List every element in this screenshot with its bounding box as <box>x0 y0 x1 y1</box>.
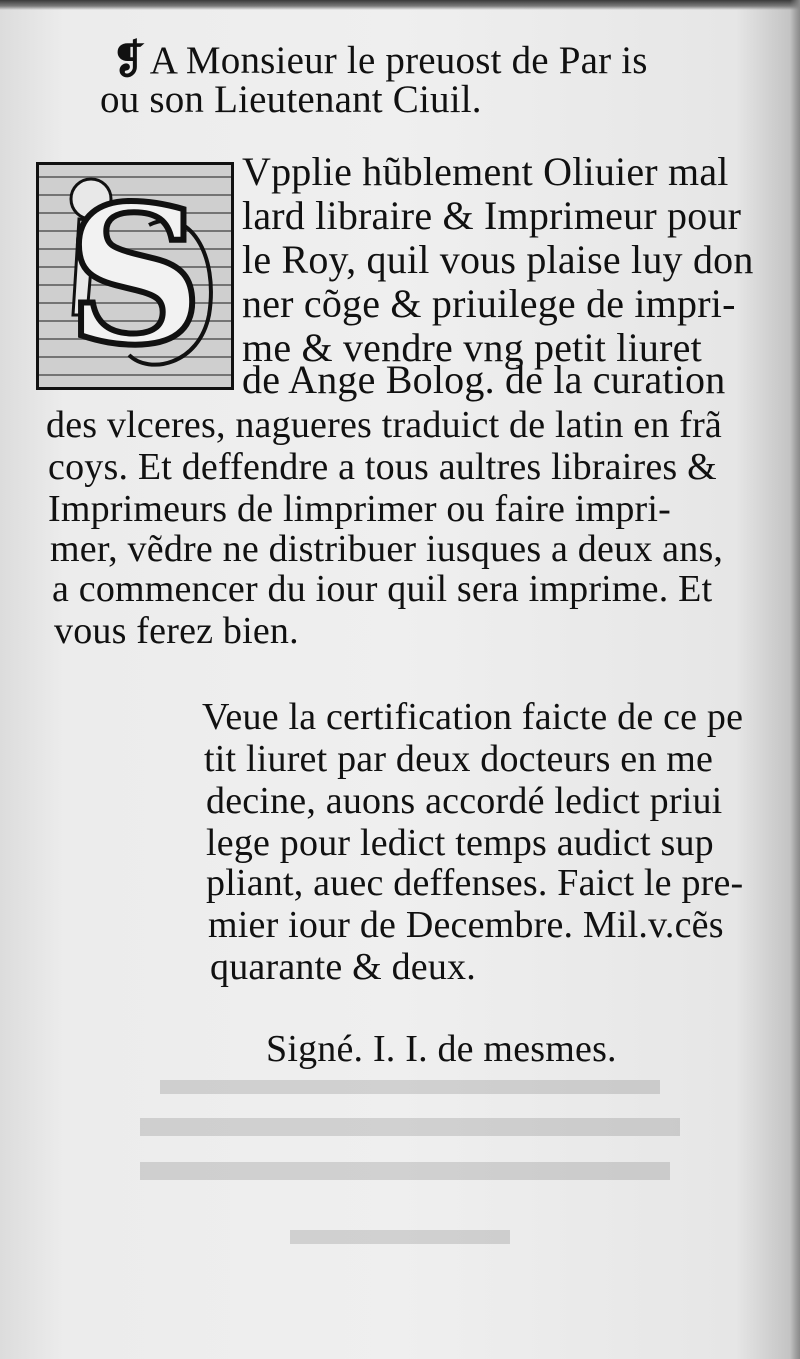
petition-line-11: a commencer du iour quil sera imprime. Et <box>52 568 713 610</box>
grant-line-2: tit liuret par deux docteurs en me <box>204 738 714 780</box>
grant-line-7: quarante & deux. <box>210 946 476 988</box>
page-right-edge <box>790 0 800 1359</box>
heading-text-1: A Monsieur le preuost de Par is <box>149 39 648 82</box>
grant-line-4: lege pour ledict temps audict sup <box>206 822 714 864</box>
petition-line-3: le Roy, quil vous plaise luy don <box>242 237 754 282</box>
petition-line-2: lard libraire & Imprimeur pour <box>242 193 742 238</box>
woodcut-initial <box>36 162 234 390</box>
petition-line-1: Vpplie hũblement Oliuier mal <box>242 149 729 194</box>
grant-line-5: pliant, auec deffenses. Faict le pre- <box>206 862 744 904</box>
grant-line-1: Veue la certification faicte de ce pe <box>202 696 744 738</box>
show-through-bleed <box>120 1070 680 1270</box>
grant-line-3: decine, auons accordé ledict priui <box>206 780 723 822</box>
petition-line-8: coys. Et deffendre a tous aultres libraires & <box>48 446 717 488</box>
petition-line-7: des vlceres, nagueres traduict de latin en frã <box>46 404 722 446</box>
initial-letter: S <box>66 164 204 387</box>
petition-line-4: ner cõge & priuilege de impri- <box>242 281 736 326</box>
ornament-icon: ❡ <box>112 37 146 82</box>
heading-line-2: ou son Lieutenant Ciuil. <box>100 78 482 121</box>
petition-line-9: Imprimeurs de limprimer ou faire impri- <box>48 488 671 530</box>
petition-line-10: mer, vẽdre ne distribuer iusques a deux ans, <box>50 528 724 570</box>
petition-line-5: me & vendre vng petit liuret <box>242 325 702 370</box>
petition-line-6: de Ange Bolog. de la curation <box>242 357 726 402</box>
heading-line-1 <box>112 37 648 82</box>
show-through-marks <box>120 1070 680 1270</box>
grant-line-6: mier iour de Decembre. Mil.v.cẽs <box>208 904 724 946</box>
petition-line-12: vous ferez bien. <box>54 610 299 652</box>
page-top-edge <box>0 0 800 10</box>
signature: Signé. I. I. de mesmes. <box>266 1028 617 1070</box>
